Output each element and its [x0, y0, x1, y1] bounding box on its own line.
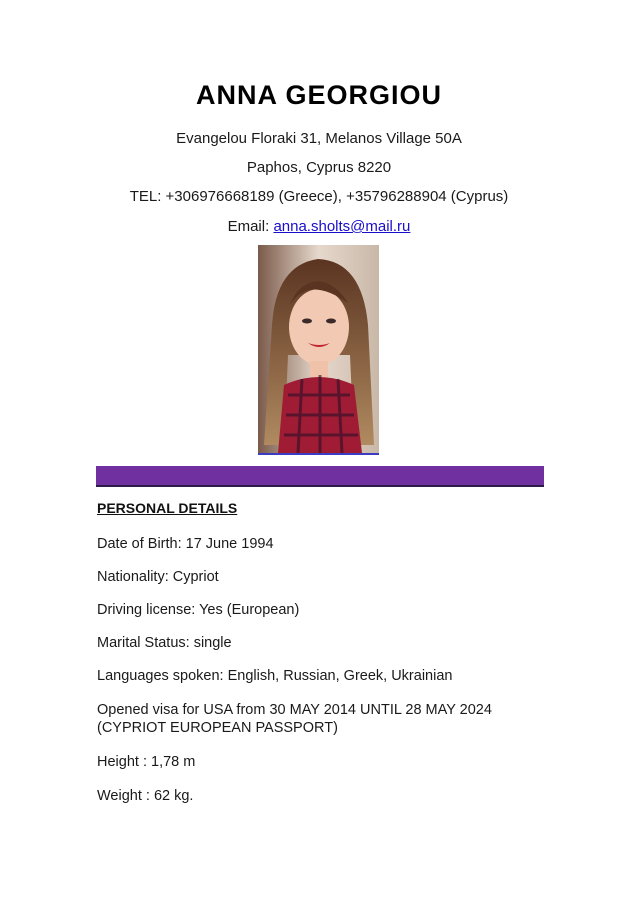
email-line — [0, 218, 638, 235]
telephone-line: TEL: +306976668189 (Greece), +35796288904 (Cyprus) — [129, 188, 509, 205]
portrait-photo — [258, 245, 379, 455]
section-divider-bar — [96, 466, 544, 487]
email-link[interactable]: anna.sholts@mail.ru — [273, 218, 411, 235]
detail-date-of-birth: Date of Birth: 17 June 1994 — [97, 536, 274, 552]
personal-details-title: PERSONAL DETAILS — [97, 500, 238, 516]
detail-weight: Weight : 62 kg. — [97, 788, 194, 804]
cv-name: ANNA GEORGIOU — [195, 80, 442, 110]
detail-visa: Opened visa for USA from 30 MAY 2014 UNTIL 28 MAY 2024 (CYPRIOT EUROPEAN PASSPORT) — [97, 702, 492, 736]
detail-driving-license: Driving license: Yes (European) — [97, 602, 300, 618]
detail-nationality: Nationality: Cypriot — [97, 569, 219, 585]
detail-marital-status: Marital Status: single — [97, 635, 232, 651]
detail-height: Height : 1,78 m — [97, 754, 196, 770]
detail-languages: Languages spoken: English, Russian, Greek, Ukrainian — [97, 668, 453, 684]
email-label: Email: — [227, 218, 274, 235]
address-line-1: Evangelou Floraki 31, Melanos Village 50A — [176, 130, 462, 147]
address-line-2: Paphos, Cyprus 8220 — [246, 159, 392, 176]
portrait-photo-icon — [258, 245, 379, 453]
